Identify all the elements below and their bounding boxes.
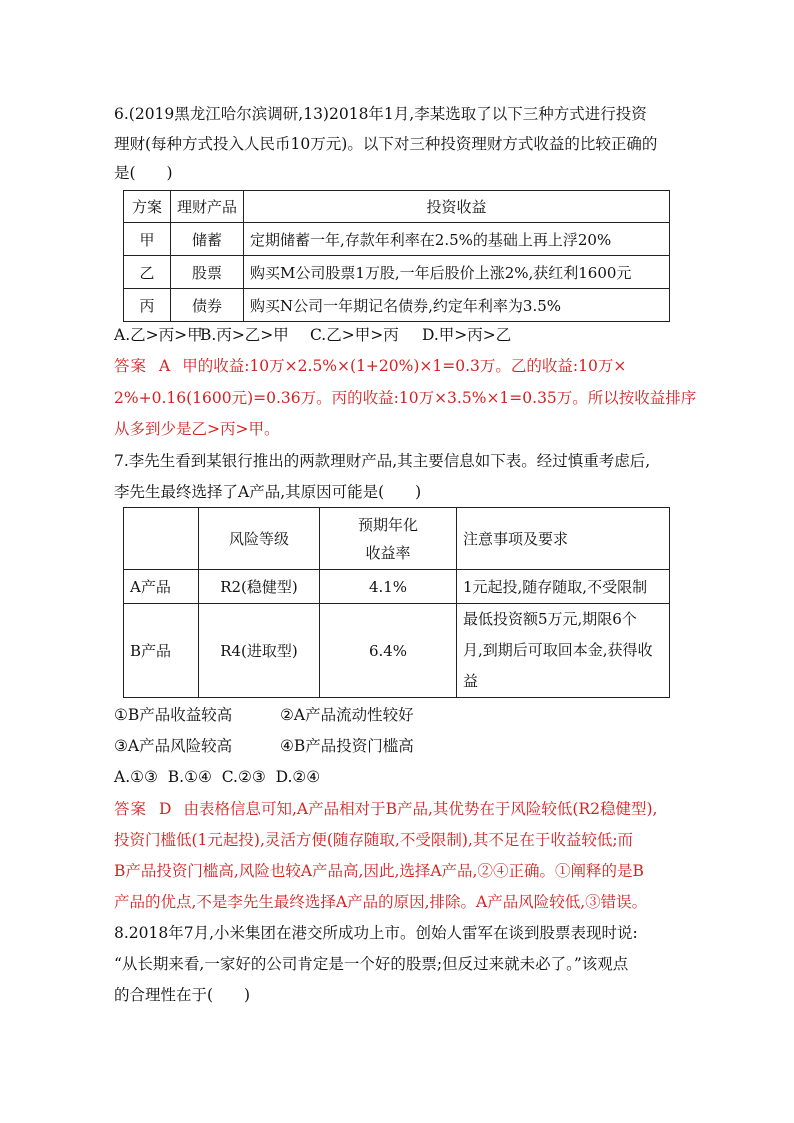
table-header-cell: 投资收益 — [244, 191, 670, 223]
table-header-cell: 风险等级 — [199, 508, 320, 570]
q7-line-1: 7.李先生看到某银行推出的两款理财产品,其主要信息如下表。经过慎重考虑后, — [114, 452, 651, 470]
answer-text: 甲的收益:10万×2.5%×(1+20%)×1=0.3万。乙的收益:10万× — [182, 357, 627, 375]
table-header-cell: 理财产品 — [171, 191, 244, 223]
statement: ②A产品流动性较好 — [280, 706, 414, 724]
table-cell: A产品 — [124, 570, 199, 604]
q6-line-2: 理财(每种方式投入人民币10万元)。以下对三种投资理财方式收益的比较正确的 — [114, 135, 658, 153]
table-header-cell — [124, 508, 199, 570]
option-a: A.乙>丙>甲 — [114, 326, 203, 344]
q7-statements-row-1 — [114, 705, 414, 725]
table-cell: 1元起投,随存随取,不受限制 — [457, 570, 670, 604]
option-b: B.丙>乙>甲 — [200, 326, 289, 344]
table-cell: 6.4% — [320, 604, 457, 698]
answer-label: 答案 — [114, 357, 148, 375]
table-cell: R2(稳健型) — [199, 570, 320, 604]
q6-answer-line-2: 2%+0.16(1600元)=0.36万。丙的收益:10万×3.5%×1=0.35万。所以按收益排序 — [114, 389, 697, 407]
option-c: C.乙>甲>丙 — [310, 326, 399, 344]
table-cell: 债券 — [171, 289, 244, 322]
q7-answer-line-4: 产品的优点,不是李先生最终选择A产品的原因,排除。A产品风险较低,③错误。 — [114, 893, 648, 911]
statement: ④B产品投资门槛高 — [280, 737, 414, 755]
q6-table — [123, 190, 670, 322]
q7-answer-line-1 — [114, 799, 657, 819]
answer-letter: D — [159, 800, 172, 818]
table-row — [124, 570, 670, 604]
q7-table — [123, 507, 670, 698]
statement: ①B产品收益较高 — [114, 706, 233, 724]
q6-line-3: 是( ) — [114, 164, 173, 182]
table-cell: 丙 — [124, 289, 171, 322]
table-cell: 定期储蓄一年,存款年利率在2.5%的基础上再上浮20% — [244, 223, 670, 256]
table-header-cell — [320, 508, 457, 570]
statement: ③A产品风险较高 — [114, 737, 233, 755]
q8-line-3: 的合理性在于( ) — [114, 986, 251, 1004]
q7-statements-row-2 — [114, 736, 414, 756]
table-cell: 储蓄 — [171, 223, 244, 256]
q7-answer-line-3: B产品投资门槛高,风险也较A产品高,因此,选择A产品,②④正确。①阐释的是B — [114, 862, 644, 880]
table-cell: B产品 — [124, 604, 199, 698]
answer-letter: A — [159, 357, 171, 375]
answer-label: 答案 — [114, 800, 148, 818]
b-note-line-3: 益 — [463, 672, 479, 690]
table-cell: R4(进取型) — [199, 604, 320, 698]
table-row — [124, 256, 670, 289]
q7-line-2: 李先生最终选择了A产品,其原因可能是( ) — [114, 483, 422, 501]
q7-options: A.①③ B.①④ C.②③ D.②④ — [114, 768, 321, 786]
table-row — [124, 289, 670, 322]
table-cell: 4.1% — [320, 570, 457, 604]
rate-header-line-1: 预期年化 — [357, 515, 418, 534]
table-header-row — [124, 508, 670, 570]
table-row — [124, 604, 670, 698]
b-note-line-2: 月,到期后可取回本金,获得收 — [463, 641, 653, 659]
table-header-cell: 注意事项及要求 — [457, 508, 670, 570]
answer-text: 由表格信息可知,A产品相对于B产品,其优势在于风险较低(R2稳健型), — [183, 800, 658, 818]
table-cell: 甲 — [124, 223, 171, 256]
rate-header-line-2: 收益率 — [365, 543, 411, 562]
q8-line-2: “从长期来看,一家好的公司肯定是一个好的股票;但反过来就未必了。”该观点 — [114, 955, 629, 973]
table-cell: 股票 — [171, 256, 244, 289]
table-cell — [457, 604, 670, 698]
table-header-cell: 方案 — [124, 191, 171, 223]
q6-answer-line-3: 从多到少是乙>丙>甲。 — [114, 420, 280, 438]
table-cell: 购买N公司一年期记名债券,约定年利率为3.5% — [244, 289, 670, 322]
q6-options — [114, 325, 511, 345]
q8-line-1: 8.2018年7月,小米集团在港交所成功上市。创始人雷军在谈到股票表现时说: — [114, 924, 638, 942]
table-row — [124, 223, 670, 256]
table-cell: 乙 — [124, 256, 171, 289]
b-note-line-1: 最低投资额5万元,期限6个 — [463, 610, 637, 628]
table-header-row — [124, 191, 670, 223]
q7-answer-line-2: 投资门槛低(1元起投),灵活方便(随存随取,不受限制),其不足在于收益较低;而 — [114, 831, 634, 849]
q6-line-1: 6.(2019黑龙江哈尔滨调研,13)2018年1月,李某选取了以下三种方式进行投资 — [114, 105, 647, 123]
option-d: D.甲>丙>乙 — [422, 326, 512, 344]
table-cell: 购买M公司股票1万股,一年后股价上涨2%,获红利1600元 — [244, 256, 670, 289]
q6-answer-line-1 — [114, 356, 626, 376]
